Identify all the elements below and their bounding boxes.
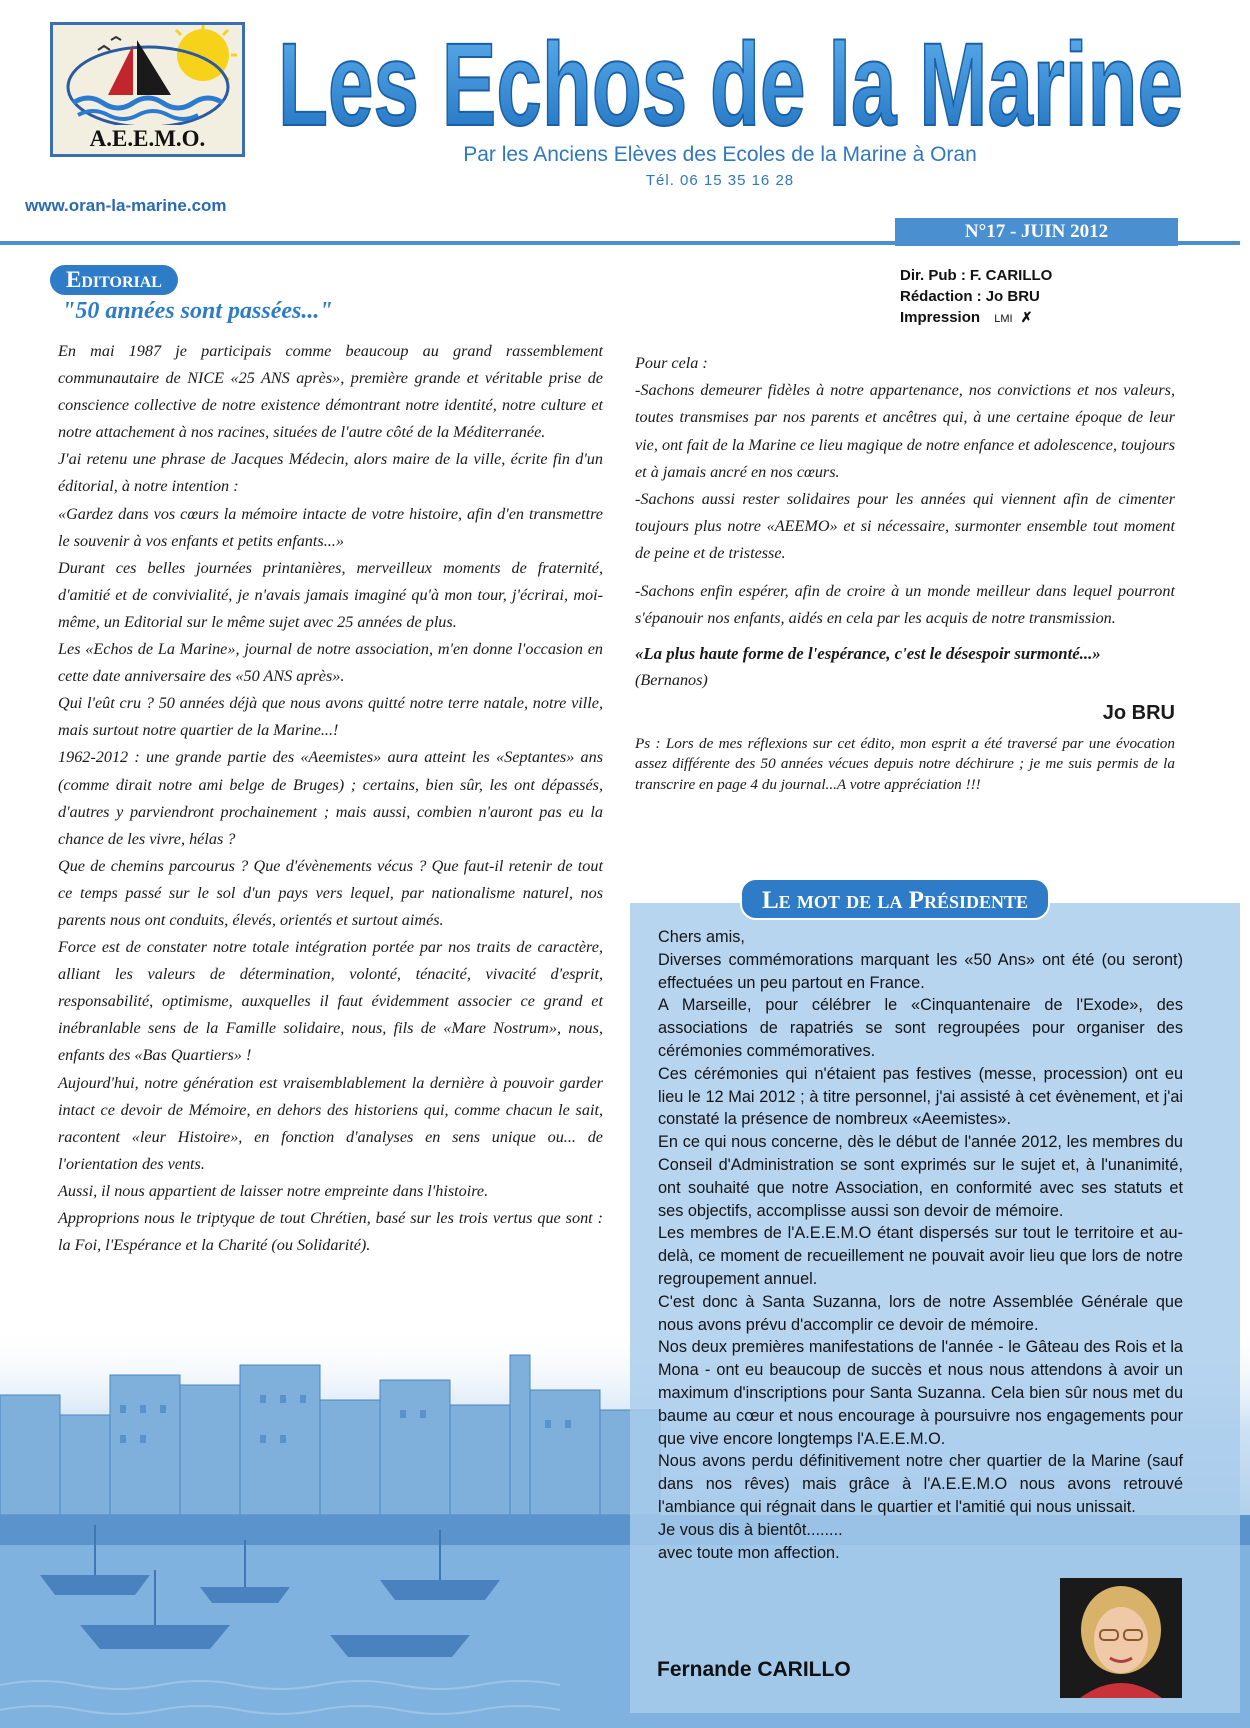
masthead-text: Les Echos de la Marine bbox=[278, 19, 1183, 150]
editorial-paragraph: Approprions nous le triptyque de tout Chrétien, basé sur les trois vertus que sont : la Foi, l'Espérance et la Charité (ou Solidarité). bbox=[58, 1209, 603, 1255]
editorial-paragraph: Aussi, il nous appartient de laisser notre empreinte dans l'histoire. bbox=[58, 1181, 489, 1200]
credit-dir-pub: Dir. Pub : F. CARILLO bbox=[900, 267, 1053, 284]
editorial-paragraph: Qui l'eût cru ? 50 années déjà que nous avons quitté notre terre natale, notre ville, mais surtout notre quartier de la Marine...! bbox=[58, 694, 603, 740]
letter-paragraph: Les membres de l'A.E.E.M.O étant dispersés sur tout le territoire et au-delà, ce moment de recueillement ne pouvait avoir lieu que lors de notre regroupement annuel. bbox=[658, 1224, 1183, 1288]
editorial-paragraph: -Sachons aussi rester solidaires pour les années qui viennent afin de cimenter toujours plus notre «AEEMO» et si nécessaire, surmonter ensemble tout moment de peine et de tristesse. bbox=[635, 490, 1175, 563]
credit-redaction: Rédaction : Jo BRU bbox=[900, 288, 1040, 305]
editorial-postscript: Ps : Lors de mes réflexions sur cet édito, mon esprit a été traversé par une évocation assez différente des 50 années vécues depuis notre déchirure ; je me suis permis de la transcrire en page 4 du journal...A votre appréciation !!! bbox=[635, 734, 1175, 793]
editorial-section-tag: Editorial bbox=[50, 265, 178, 295]
editorial-paragraph: «Gardez dans vos cœurs la mémoire intacte de votre histoire, afin d'en transmettre le souvenir à vos enfants et petits enfants...» bbox=[58, 504, 603, 550]
president-signature: Fernande CARILLO bbox=[657, 1658, 851, 1681]
editorial-signature: Jo BRU bbox=[1102, 702, 1175, 725]
editorial-quote: «La plus haute forme de l'espérance, c'est le désespoir surmonté...» bbox=[635, 644, 1101, 664]
issue-number: N°17 - JUIN 2012 bbox=[895, 218, 1178, 246]
president-letter bbox=[658, 926, 1183, 1564]
editorial-paragraph: Les «Echos de La Marine», journal de notre association, m'en donne l'occasion en cette date anniversaire des «50 ANS après». bbox=[58, 640, 603, 686]
letter-paragraph: Chers amis, bbox=[658, 928, 745, 946]
masthead-title bbox=[278, 0, 1198, 150]
editorial-paragraph: 1962-2012 : une grande partie des «Aeemistes» aura atteint les «Septantes» ans (comme dirait notre ami belge de Bruges) ; certains, bien sûr, les ont dépassés, d'autres y parviendront prochainement ; mais aussi, combien n'auront pas eu la chance de les vivre, hélas ? bbox=[58, 748, 603, 848]
president-section-tag: Le mot de la Présidente bbox=[740, 878, 1050, 920]
letter-paragraph: Ces cérémonies qui n'étaient pas festives (messe, procession) ont eu lieu le 12 Mai 2012 ; à titre personnel, j'ai assisté à cet évènement, et j'ai constaté la présence de nombreux «Aeemistes». bbox=[658, 1064, 1183, 1129]
letter-paragraph: A Marseille, pour célébrer le «Cinquantenaire de l'Exode», des associations de rapatriés se sont regroupées pour organiser des cérémonies commémoratives. bbox=[658, 996, 1183, 1060]
editorial-left-column bbox=[58, 338, 603, 1259]
letter-paragraph: Nos deux premières manifestations de l'année - le Gâteau des Rois et la Mona - ont eu beaucoup de succès et nous nous attendons à avoir un maximum d'inscriptions pour Santa Suzanna. Cela bien sûr nous met du baume au cœur et nous encourage à poursuivre nos engagements pour que vive encore longtemps l'A.E.E.M.O. bbox=[658, 1338, 1183, 1448]
letter-paragraph: avec toute mon affection. bbox=[658, 1543, 840, 1562]
credit-impression: Impression LMI ✗ bbox=[900, 309, 1033, 326]
editorial-paragraph: Durant ces belles journées printanières, merveilleux moments de fraternité, d'amitié et de convivialité, je n'avais jamais imaginé qu'à mon tour, j'écrirai, moi-même, un Editorial sur le même sujet avec 25 années de plus. bbox=[58, 558, 603, 631]
sailboat-sun-logo-icon bbox=[53, 25, 242, 125]
credits-block bbox=[900, 265, 1052, 330]
phone-number: Tél. 06 15 35 16 28 bbox=[645, 172, 795, 189]
editorial-paragraph: -Sachons demeurer fidèles à notre appartenance, nos convictions et nos valeurs, toutes transmises par nos parents et ancêtres qui, à une certaine époque de leur vie, ont fait de la Marine ce lieu magique de notre enfance et adolescence, toujours et à jamais ancré en nos cœurs. bbox=[635, 381, 1175, 481]
letter-paragraph: C'est donc à Santa Suzanna, lors de notre Assemblée Générale que nous avons prévu d'accomplir ce devoir de mémoire. bbox=[658, 1292, 1183, 1334]
website-link[interactable]: www.oran-la-marine.com bbox=[25, 196, 227, 215]
editorial-paragraph: -Sachons enfin espérer, afin de croire à un monde meilleur dans lequel pourront s'épanouir nos enfants, aidés en cela par les acquis de notre transmission. bbox=[635, 581, 1175, 627]
editorial-paragraph: Que de chemins parcourus ? Que d'évènements vécus ? Que faut-il retenir de tout ce temps passé sur le sol d'un pays vers lequel, par nationalisme naturel, nos parents nous ont conduits, élevés, orientés et surtout aimés. bbox=[58, 856, 603, 929]
association-logo bbox=[50, 22, 245, 157]
editorial-paragraph: Aujourd'hui, notre génération est vraisemblablement la dernière à pouvoir garder intact ce devoir de Mémoire, en dehors des historiens qui, comme chacun le sait, racontent «leur Histoire», en fonction d'analyses en sens unique ou... de l'orientation des vents. bbox=[58, 1073, 603, 1173]
letter-paragraph: Je vous dis à bientôt........ bbox=[658, 1520, 843, 1539]
letter-paragraph: Nous avons perdu définitivement notre cher quartier de la Marine (sauf dans nos rêves) mais grâce à l'A.E.E.M.O nous avons retrouvé l'ambiance qui régnait dans le quartier et l'amitié qui nous unissait. bbox=[658, 1452, 1183, 1516]
letter-paragraph: En ce qui nous concerne, dès le début de l'année 2012, les membres du Conseil d'Administration se sont exprimés sur le sujet et, à l'unanimité, ont souhaité que notre Association, en conformité avec ses statuts et ses objectifs, accomplisse aussi son devoir de mémoire. bbox=[658, 1133, 1183, 1220]
portrait-photo-icon bbox=[1060, 1578, 1182, 1698]
editorial-paragraph: Force est de constater notre totale intégration portée par nos traits de caractère, alliant les valeurs de détermination, volonté, ténacité, vivacité d'esprit, responsabilité, optimisme, auxquelles il faut évidemment associer ce grand et inébranlable sens de la Famille solidaire, nous, fils de «Mare Nostrum», nous, enfants des «Bas Quartiers» ! bbox=[58, 938, 603, 1065]
editorial-paragraph: J'ai retenu une phrase de Jacques Médecin, alors maire de la ville, écrite fin d'un éditorial, à notre intention : bbox=[58, 450, 603, 496]
masthead-subtitle: Par les Anciens Elèves des Ecoles de la Marine à Oran bbox=[463, 143, 977, 166]
logo-caption: A.E.E.M.O. bbox=[89, 126, 206, 151]
printer-logo-icon: ✗ bbox=[1020, 309, 1033, 325]
president-portrait bbox=[1060, 1578, 1182, 1698]
editorial-paragraph: En mai 1987 je participais comme beaucoup au grand rassemblement communautaire de NICE «25 ANS après», première grande et véritable prise de conscience collective de notre existence démontrant notre identité, notre culture et notre attachement à nos racines, situées de l'autre côté de la Méditerranée. bbox=[58, 342, 603, 442]
editorial-headline: "50 années sont passées..." bbox=[62, 298, 333, 324]
editorial-right-column bbox=[635, 350, 1175, 795]
quote-author: (Bernanos) bbox=[635, 671, 708, 690]
editorial-intro: Pour cela : bbox=[635, 354, 708, 372]
letter-paragraph: Diverses commémorations marquant les «50 Ans» ont été (ou seront) effectuées un peu partout en France. bbox=[658, 950, 1183, 992]
